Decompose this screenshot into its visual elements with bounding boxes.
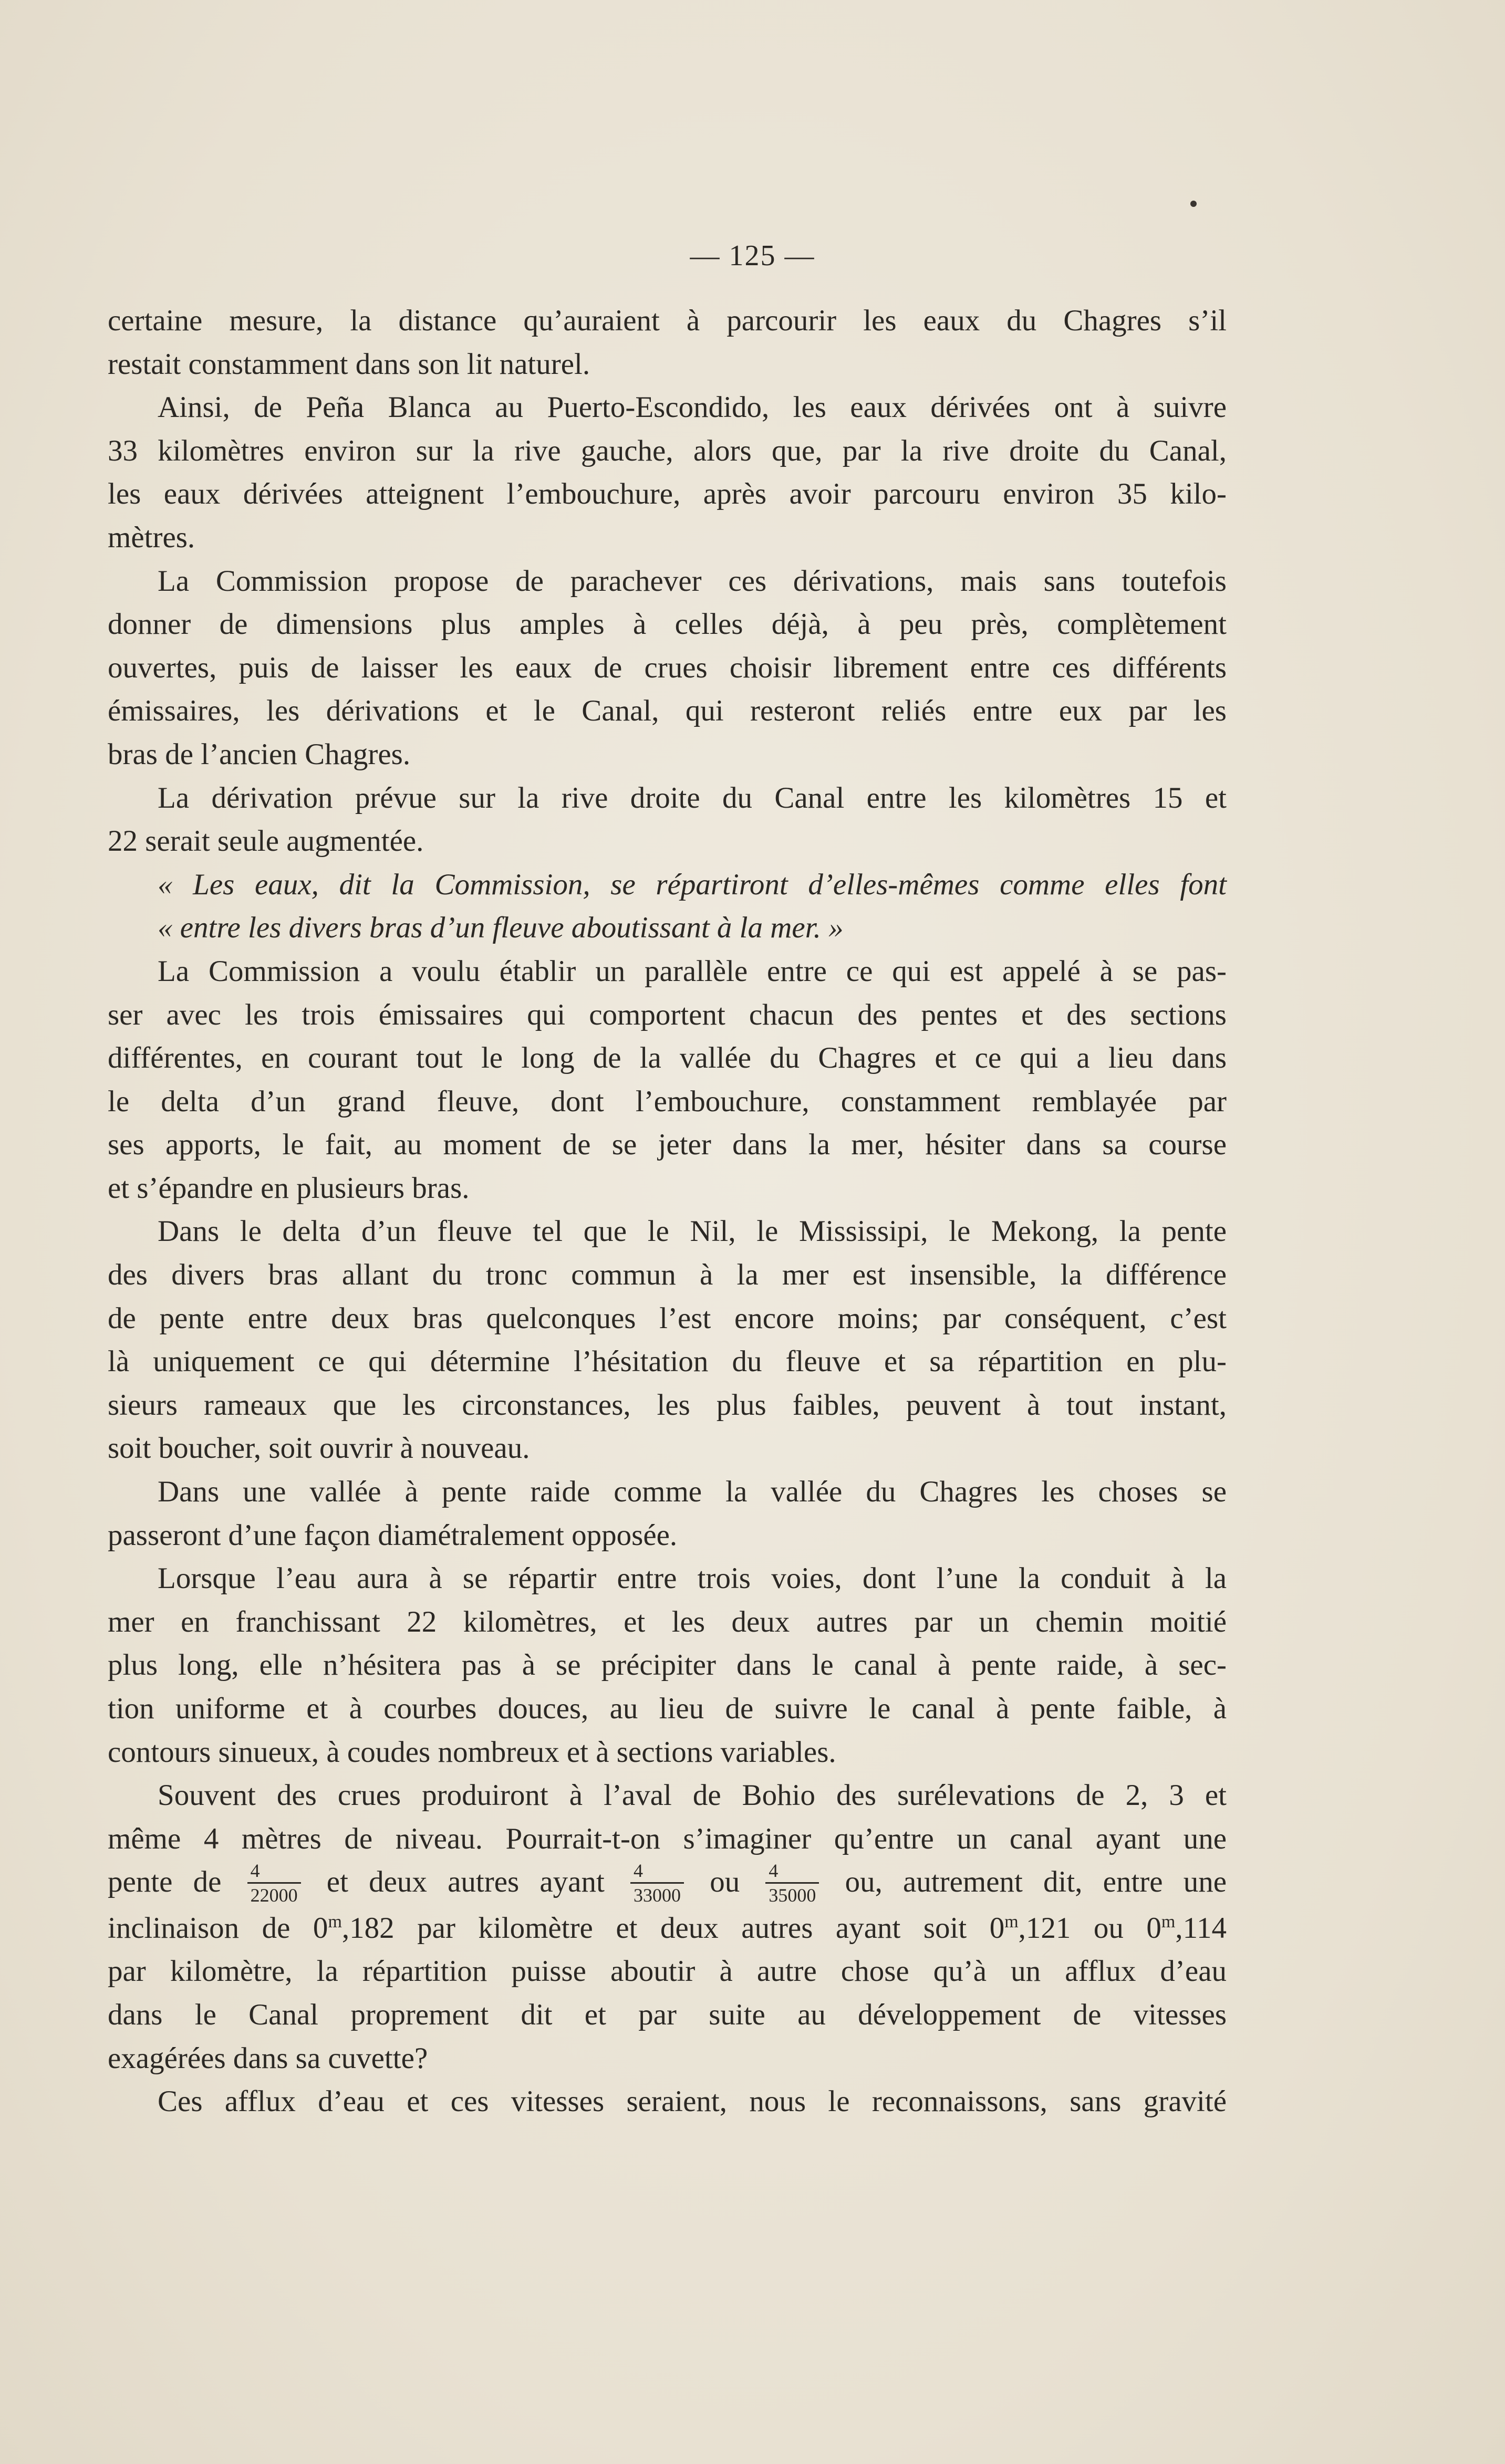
text-line: donner de dimensions plus amples à celles déjà, à peu près, complètement xyxy=(108,608,1227,641)
page-number: — 125 — xyxy=(690,239,815,272)
text-line: 22 serait seule augmentée. xyxy=(108,824,424,858)
fraction: $\frac{4}{22000}$ xyxy=(247,1861,301,1905)
text-line: « entre les divers bras d’un fleuve aboutissant à la mer. » xyxy=(158,911,844,945)
text-line: Ainsi, de Peña Blanca au Puerto-Escondido, les eaux dérivées ont à suivre xyxy=(158,391,1227,424)
text-line: des divers bras allant du tronc commun à la mer est insensible, la différence xyxy=(108,1258,1227,1292)
text-line: différentes, en courant tout le long de la vallée du Chagres et ce qui a lieu dans xyxy=(108,1041,1227,1075)
text-line: Dans le delta d’un fleuve tel que le Nil, le Mississipi, le Mekong, la pente xyxy=(158,1215,1227,1248)
text-line: dans le Canal proprement dit et par suite au développement de vitesses xyxy=(108,1998,1227,2031)
text-line xyxy=(108,1861,1227,1906)
text-line: La dérivation prévue sur la rive droite du Canal entre les kilomètres 15 et xyxy=(158,781,1227,815)
text-line: passeront d’une façon diamétralement opposée. xyxy=(108,1518,678,1552)
text-line: tion uniforme et à courbes douces, au lieu de suivre le canal à pente faible, à xyxy=(108,1692,1227,1725)
text-line: mètres. xyxy=(108,520,195,554)
text-line: même 4 mètres de niveau. Pourrait-t-on s’imaginer qu’entre un canal ayant une xyxy=(108,1822,1227,1855)
text-line: ser avec les trois émissaires qui comportent chacun des pentes et des sections xyxy=(108,998,1227,1031)
text-line: contours sinueux, à coudes nombreux et à sections variables. xyxy=(108,1735,836,1769)
text-fragment: et deux autres ayant xyxy=(326,1865,605,1899)
text-line: là uniquement ce qui détermine l’hésitation du fleuve et sa répartition en plu- xyxy=(108,1345,1227,1379)
text-line: Dans une vallée à pente raide comme la vallée du Chagres les choses se xyxy=(158,1475,1227,1509)
text-line: de pente entre deux bras quelconques l’est encore moins; par conséquent, c’est xyxy=(108,1301,1227,1335)
text-line: restait constamment dans son lit naturel. xyxy=(108,347,590,381)
text-fragment: ou, autrement dit, entre une xyxy=(845,1865,1227,1899)
text-line: certaine mesure, la distance qu’auraient à parcourir les eaux du Chagres s’il xyxy=(108,304,1227,337)
text-line: par kilomètre, la répartition puisse aboutir à autre chose qu’à un afflux d’eau xyxy=(108,1955,1227,1988)
text-line: émissaires, les dérivations et le Canal, qui resteront reliés entre eux par les xyxy=(108,694,1227,728)
text-line: 33 kilomètres environ sur la rive gauche, alors que, par la rive droite du Canal, xyxy=(108,434,1227,467)
text-fragment: pente de xyxy=(108,1865,222,1899)
text-line: ouvertes, puis de laisser les eaux de crues choisir librement entre ces différents xyxy=(108,651,1227,684)
text-line: Lorsque l’eau aura à se répartir entre trois voies, dont l’une la conduit à la xyxy=(158,1562,1227,1595)
text-line: Ces afflux d’eau et ces vitesses seraient, nous le reconnaissons, sans gravité xyxy=(158,2085,1227,2118)
text-line: La Commission a voulu établir un parallèle entre ce qui est appelé à se pas- xyxy=(158,954,1227,988)
text-line: mer en franchissant 22 kilomètres, et les deux autres par un chemin moitié xyxy=(108,1605,1227,1638)
text-line: les eaux dérivées atteignent l’embouchure, après avoir parcouru environ 35 kilo- xyxy=(108,477,1227,511)
ink-speck xyxy=(1190,201,1197,207)
text-line: exagérées dans sa cuvette? xyxy=(108,2041,428,2075)
text-fragment: ou xyxy=(710,1865,740,1899)
text-line: et s’épandre en plusieurs bras. xyxy=(108,1171,470,1205)
text-line: bras de l’ancien Chagres. xyxy=(108,737,411,771)
text-line: plus long, elle n’hésitera pas à se précipiter dans le canal à pente raide, à sec- xyxy=(108,1648,1227,1682)
text-line: « Les eaux, dit la Commission, se répartiront d’elles-mêmes comme elles font xyxy=(158,868,1227,901)
text-line: Souvent des crues produiront à l’aval de Bohio des surélevations de 2, 3 et xyxy=(158,1779,1227,1812)
text-line: ses apports, le fait, au moment de se jeter dans la mer, hésiter dans sa course xyxy=(108,1128,1227,1162)
text-line: La Commission propose de parachever ces dérivations, mais sans toutefois xyxy=(158,564,1227,598)
fraction: $\frac{4}{33000}$ xyxy=(630,1861,684,1905)
body-text xyxy=(108,299,1227,2124)
text-line: inclinaison de 0$^m$,182 par kilomètre et deux autres ayant soit 0$^m$,121 ou 0$^m$,114 xyxy=(108,1911,1227,1945)
text-line: sieurs rameaux que les circonstances, les plus faibles, peuvent à tout instant, xyxy=(108,1388,1227,1422)
text-line: soit boucher, soit ouvrir à nouveau. xyxy=(108,1432,530,1465)
fraction: $\frac{4}{35000}$ xyxy=(765,1861,819,1905)
text-line: le delta d’un grand fleuve, dont l’embouchure, constamment remblayée par xyxy=(108,1084,1227,1118)
